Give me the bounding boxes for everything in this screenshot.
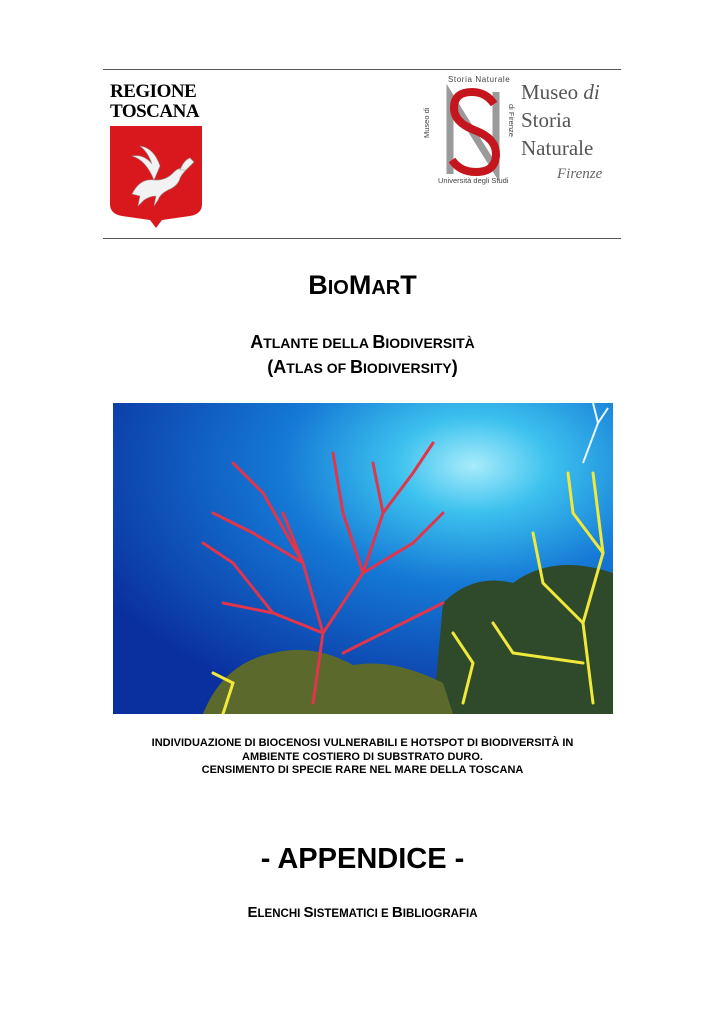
regione-toscana-wordmark [110,82,206,122]
storia-label: Storia [521,108,572,132]
emblem-right-text: di Firenze [507,104,516,137]
museo-di-label: di [583,80,600,104]
description-line-2: AMBIENTE COSTIERO DI SUBSTRATO DURO. [242,750,483,763]
museo-label: Museo [521,80,579,104]
firenze-label: Firenze [557,166,603,182]
subtitle-line-1: ATLANTE DELLA BIODIVERSITÀ [250,332,475,352]
museo-wordmark [521,78,600,162]
naturale-label: Naturale [521,136,594,160]
subtitle-line-2: (ATLAS OF BIODIVERSITY) [267,357,458,377]
project-description [0,737,725,778]
document-subtitle [0,330,725,380]
top-rule [103,69,621,70]
pegasus-shield-icon [110,126,202,230]
elenchi-heading: ELENCHI SISTEMATICI E BIBLIOGRAFIA [247,904,478,921]
emblem-bottom-text: Università degli Studi [438,176,509,185]
toscana-label: TOSCANA [110,101,200,122]
header-bottom-rule [103,238,621,239]
emblem-top-text: Storia Naturale [448,75,511,84]
description-line-1: INDIVIDUAZIONE DI BIOCENOSI VULNERABILI E HOTSPOT DI BIODIVERSITÀ IN [151,737,574,749]
document-title: BIOMART [308,270,417,300]
coral-reef-photo [113,403,613,714]
appendice-heading: - APPENDICE - [260,843,465,875]
regione-label: REGIONE [110,81,197,102]
description-line-3: CENSIMENTO DI SPECIE RARE NEL MARE DELLA TOSCANA [201,764,524,776]
emblem-left-text: Museo di [422,107,431,138]
